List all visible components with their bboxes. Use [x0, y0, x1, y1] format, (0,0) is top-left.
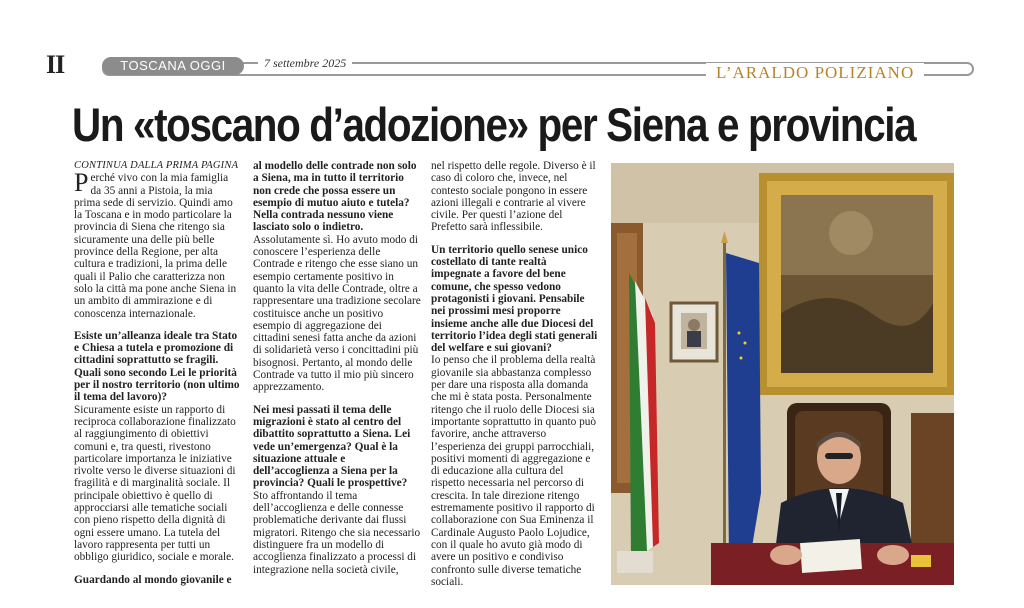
article-column-2: [253, 160, 421, 576]
interview-question: Esiste un’alleanza ideale tra Stato e Chiesa a tutela e promozione di cittadini soprattutto se fragili. Quali sono secondo Lei le priorità per il nostro territorio (non ultimo il tema del lavoro)?: [74, 329, 240, 404]
page-number: II: [46, 50, 65, 79]
issue-date: 7 settembre 2025: [258, 56, 352, 71]
continuation-kicker: CONTINUA DALLA PRIMA PAGINA: [74, 160, 239, 171]
interview-question: Guardando al mondo giovanile e: [74, 573, 232, 586]
interview-question: Nei mesi passati il tema delle migrazioni è stato al centro del dibattito soprattutto a Siena. Lei vede un’emergenza? Qual è la situazione attuale e dell’accoglienza a Siena per la provincia? Quali le prospettive?: [253, 403, 411, 490]
article-column-1: [74, 160, 240, 586]
interview-answer: nel rispetto delle regole. Diverso è il caso di coloro che, invece, nel contesto sociale pongono in essere azioni illegali e contrarie al vivere civile. Per questi l’azione del Prefetto sarà inflessibile.: [431, 160, 596, 234]
intro-text: erché vivo con la mia famiglia da 35 anni a Pistoia, la mia prima sede di servizio. Quindi amo la Toscana e in modo particolare la provincia di Siena che ritengo sia sicuramente una delle più belle province della Regione, per alta cultura e tradizioni, la prima delle quali il Palio che caratterizza non solo la città ma pone anche Siena in un ambito di ammirazione e di conoscenza internazionale.: [74, 172, 237, 320]
interview-question: Un territorio quello senese unico costellato di tante realtà impegnate a favore del bene comune, che spesso vedono protagonisti i giovani. Pensabile nei prossimi mesi proporre insieme anche alle due Diocesi del territorio l’idea degli stati generali del welfare e sui giovani?: [431, 243, 598, 355]
interview-answer: Io penso che il problema della realtà giovanile sia abbastanza complesso per dare una risposta alla domanda che mi è stata posta. Personalmente ritengo che il ruolo delle Diocesi sia importante soprattutto in quanto può favorire, anche attraverso l’esperienza dei gruppi parrocchiali, positivi momenti di aggregazione e di educazione alla cultura del rispetto necessaria nel percorso di crescita. In tale direzione ritengo estremamente positivo il rapporto di collaborazione con Sua Eminenza il Cardinale Augusto Paolo Lojudice, con il quale ho avuto già modo di avere un positivo e condiviso confronto sulle diverse tematiche sociali.: [431, 354, 597, 588]
eu-flag: [726, 253, 761, 563]
dropcap: P: [74, 168, 89, 198]
interview-answer: Assolutamente sì. Ho avuto modo di conoscere l’esperienza delle Contrade e ritengo che esse siano un esempio certamente positivo in quanto la vita delle Contrade, oltre a rappresentare una tradizione secolare costituisce anche un positivo esempio di aggregazione dei cittadini senesi fatta anche da azioni di solidarietà verso i concittadini più bisognosi. Pertanto, al mondo delle Contrade va tutto il mio più sincero apprezzamento.: [253, 233, 421, 394]
prefect-office-photo: [611, 163, 954, 585]
article-column-3: [431, 160, 599, 588]
intro-paragraph: [74, 168, 240, 320]
publication-brand: L’ARALDO POLIZIANO: [706, 63, 924, 83]
article-photo: [611, 163, 954, 585]
interview-answer: Sto affrontando il tema dell’accoglienza e delle connesse problematiche derivante dai flussi migratori. Ritengo che sia necessario distinguere fra un modello di accoglienza finalizzato a processi di integrazione nella società civile,: [253, 489, 421, 576]
article-headline: Un «toscano d’adozione» per Siena e provincia: [72, 98, 916, 151]
section-label: TOSCANA OGGI: [102, 57, 244, 75]
interview-question: al modello delle contrade non solo a Siena, ma in tutto il territorio non crede che possa essere un esempio di mutuo aiuto e tutela? Nella contrada nessuno viene lasciato solo o indietro.: [253, 160, 417, 234]
interview-answer: Sicuramente esiste un rapporto di reciproca collaborazione finalizzato al raggiungimento di obiettivi comuni e, tra questi, rivestono particolare importanza le iniziative rivolte verso le diverse situazioni di fragilità e di marginalità sociale. Il principale obiettivo è quello di approcciarsi alle tematiche sociali con pieno rispetto della dignità di ogni essere umano. La tutela del lavoro rappresenta per tutti un obbligo giuridico, sociale e morale.: [74, 403, 236, 564]
